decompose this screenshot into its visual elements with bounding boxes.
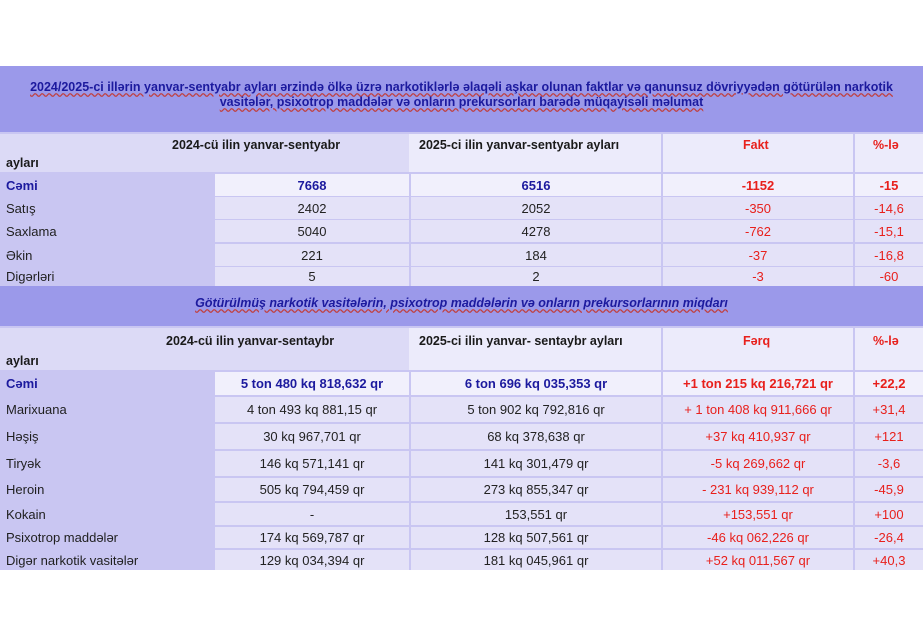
row-label: Cəmi: [0, 174, 213, 196]
s1-header-col4-label: %-lə: [873, 138, 899, 152]
row-value-2025: 141 kq 301,479 qr: [411, 451, 661, 476]
row-value-2025: 181 kq 045,961 qr: [411, 550, 661, 570]
s2-header-col2-label: 2025-ci ilin yanvar- sentaybr ayları: [419, 334, 623, 348]
s2-header-col4: [855, 328, 923, 370]
row-label: Digər narkotik vasitələr: [0, 550, 213, 570]
row-pct: +31,4: [855, 397, 923, 422]
s2-header-col4-label: %-lə: [873, 334, 899, 348]
row-diff: +1 ton 215 kq 216,721 qr: [663, 372, 853, 395]
row-value-2024: 30 kq 967,701 qr: [215, 424, 409, 449]
row-diff: +37 kq 410,937 qr: [663, 424, 853, 449]
row-label: Həşiş: [0, 424, 213, 449]
row-value-2024: 5 ton 480 kq 818,632 qr: [215, 372, 409, 395]
table-row: [0, 478, 923, 501]
row-diff: -350: [663, 197, 853, 219]
row-pct: -3,6: [855, 451, 923, 476]
s1-header-col1-bottom: ayları: [6, 156, 39, 170]
s1-header-col1-top: 2024-cü ilin yanvar-sentyabr: [172, 138, 341, 152]
row-pct: -15,1: [855, 220, 923, 242]
row-pct: -45,9: [855, 478, 923, 501]
table-row: [0, 397, 923, 422]
row-value-2024: 146 kq 571,141 qr: [215, 451, 409, 476]
row-pct: +22,2: [855, 372, 923, 395]
s1-header-col2-label: 2025-ci ilin yanvar-sentyabr ayları: [419, 138, 620, 152]
row-pct: -26,4: [855, 527, 923, 548]
row-value-2024: -: [215, 503, 409, 525]
row-label: Psixotrop maddələr: [0, 527, 213, 548]
row-value-2025: 153,551 qr: [411, 503, 661, 525]
s1-header-col3-label: Fakt: [743, 138, 769, 152]
row-diff: -46 kq 062,226 qr: [663, 527, 853, 548]
row-value-2025: 68 kq 378,638 qr: [411, 424, 661, 449]
row-value-2024: 7668: [215, 174, 409, 196]
title-bar: [0, 66, 923, 132]
table-row: [0, 451, 923, 476]
row-value-2025: 2052: [411, 197, 661, 219]
row-diff: +52 kq 011,567 qr: [663, 550, 853, 570]
comparison-table: [0, 66, 923, 570]
row-value-2024: 5040: [215, 220, 409, 242]
row-value-2024: 2402: [215, 197, 409, 219]
s1-header-col1: [0, 134, 409, 172]
row-value-2024: 4 ton 493 kq 881,15 qr: [215, 397, 409, 422]
row-pct: +121: [855, 424, 923, 449]
table-row: [0, 197, 923, 219]
table-row: [0, 220, 923, 242]
s2-header-col3-label: Fərq: [743, 334, 771, 348]
row-label: Digərləri: [0, 267, 213, 286]
s2-header-col3: [663, 328, 853, 370]
row-value-2024: 174 kq 569,787 qr: [215, 527, 409, 548]
table-row: [0, 527, 923, 548]
s2-header-col1-bottom: ayları: [6, 354, 39, 368]
row-value-2025: 6516: [411, 174, 661, 196]
subtitle-bar: [0, 286, 923, 326]
row-value-2025: 2: [411, 267, 661, 286]
row-label: Saxlama: [0, 220, 213, 242]
row-diff: - 231 kq 939,112 qr: [663, 478, 853, 501]
row-label: Marixuana: [0, 397, 213, 422]
table-row: [0, 550, 923, 570]
row-diff: + 1 ton 408 kq 911,666 qr: [663, 397, 853, 422]
row-value-2024: 221: [215, 244, 409, 266]
row-value-2024: 5: [215, 267, 409, 286]
row-pct: +40,3: [855, 550, 923, 570]
row-value-2025: 5 ton 902 kq 792,816 qr: [411, 397, 661, 422]
table-row: [0, 244, 923, 266]
s2-header-col2: [409, 328, 661, 370]
row-value-2025: 6 ton 696 kq 035,353 qr: [411, 372, 661, 395]
row-diff: -37: [663, 244, 853, 266]
row-value-2025: 184: [411, 244, 661, 266]
row-pct: +100: [855, 503, 923, 525]
row-pct: -16,8: [855, 244, 923, 266]
table-row: [0, 267, 923, 286]
row-value-2025: 128 kq 507,561 qr: [411, 527, 661, 548]
s1-row-total: [0, 174, 923, 196]
table-row: [0, 503, 923, 525]
row-diff: -5 kq 269,662 qr: [663, 451, 853, 476]
row-value-2024: 129 kq 034,394 qr: [215, 550, 409, 570]
row-label: Tiryək: [0, 451, 213, 476]
row-label: Kokain: [0, 503, 213, 525]
row-diff: -1152: [663, 174, 853, 196]
row-value-2025: 4278: [411, 220, 661, 242]
table-title: 2024/2025-ci illərin yanvar-sentyabr ayları ərzində ölkə üzrə narkotiklərlə əlaqəli aşkar olunan faktlar və qanunsuz dövriyyədən götürülən narkotik vasitələr, psixotrop maddələr və onların prekursorları barədə müqayisəli məlumat: [30, 80, 893, 109]
row-pct: -60: [855, 267, 923, 286]
row-value-2024: 505 kq 794,459 qr: [215, 478, 409, 501]
s1-header-col4: [855, 134, 923, 172]
section-subtitle: Götürülmüş narkotik vasitələrin, psixotrop maddələrin və onların prekursorlarının miqdarı: [195, 296, 728, 310]
s2-header-col1: [0, 328, 409, 370]
row-value-2025: 273 kq 855,347 qr: [411, 478, 661, 501]
row-label: Cəmi: [0, 372, 213, 395]
s1-header-col2: [409, 134, 661, 172]
row-diff: -762: [663, 220, 853, 242]
row-label: Heroin: [0, 478, 213, 501]
row-diff: -3: [663, 267, 853, 286]
table-row: [0, 424, 923, 449]
s2-row-total: [0, 372, 923, 395]
row-label: Əkin: [0, 244, 213, 266]
row-pct: -15: [855, 174, 923, 196]
row-label: Satış: [0, 197, 213, 219]
s1-header-col3: [663, 134, 853, 172]
s2-header-col1-top: 2024-cü ilin yanvar-sentaybr: [166, 334, 335, 348]
row-pct: -14,6: [855, 197, 923, 219]
row-diff: +153,551 qr: [663, 503, 853, 525]
